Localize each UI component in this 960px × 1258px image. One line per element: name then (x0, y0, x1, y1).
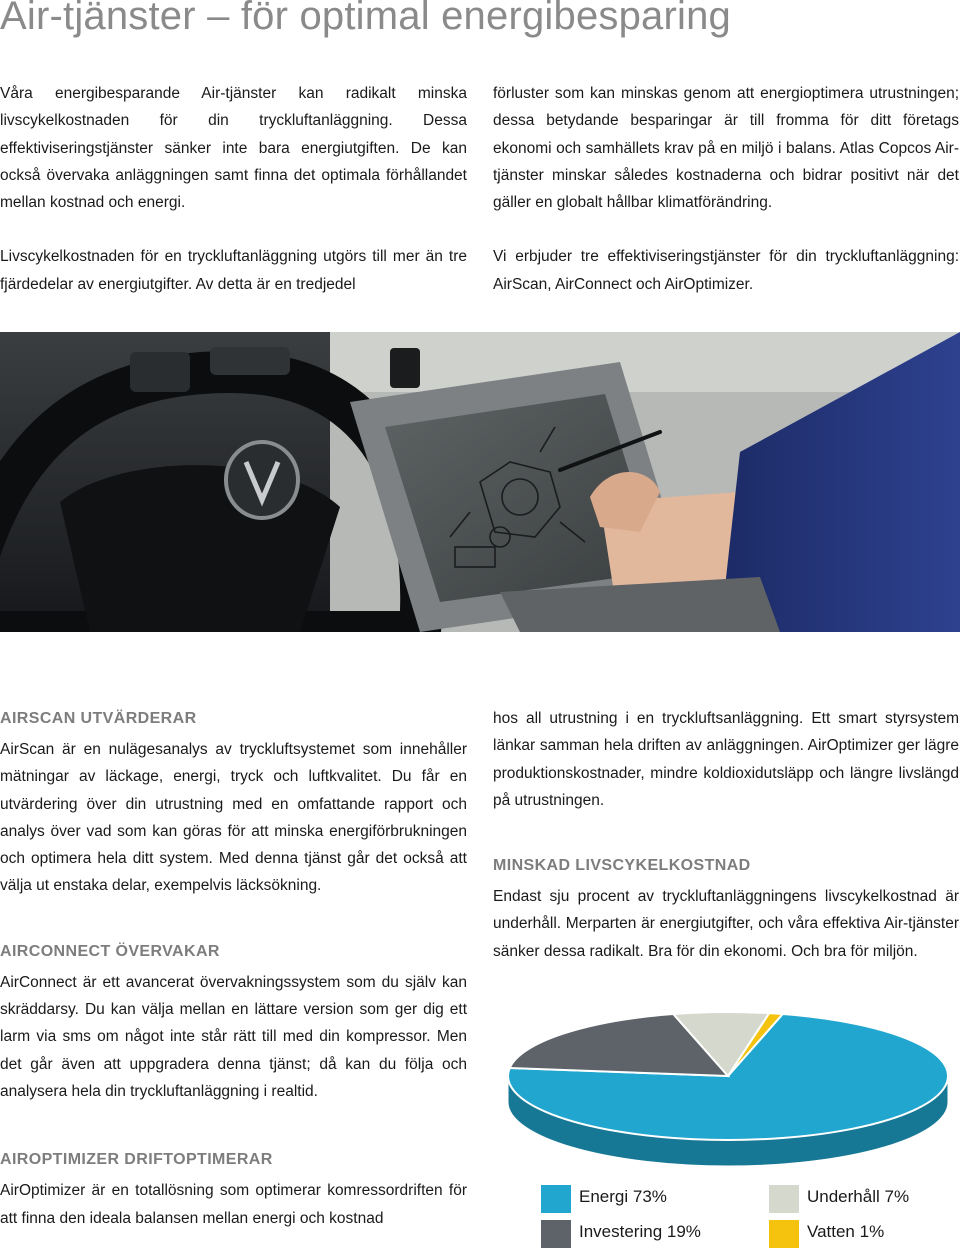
legend-swatch-investering (541, 1220, 571, 1248)
photo-illustration (0, 332, 960, 632)
minskad-body: Endast sju procent av tryckluftanläggningens livscykelkostnad är underhåll. Merparten är energiutgifter, och våra effektiva Air-tjänster sänker dessa radikalt. Bra för din ekonomi. Och bra för miljön. (493, 888, 959, 960)
legend-label-investering: Investering 19% (579, 1222, 701, 1241)
legend-swatch-underhall (769, 1185, 799, 1213)
airconnect-body: AirConnect är ett avancerat övervakningssystem som du själv kan skräddarsy. Du kan välja mellan en lättare version som ger dig ett larm via sms om något inte står rätt till med din kompressor. Men det går även att uppgradera denna tjänst; då kan du följa och analysera hela din tryckluftanläggning i realtid. (0, 973, 467, 1100)
airscan-heading: AIRSCAN UTVÄRDERAR (0, 710, 197, 727)
intro-paragraph-1: Våra energibesparande Air-tjänster kan radikalt minska livscykelkostnaden för din tryckluftanläggning. Dessa effektiviseringstjänster sänker inte bara energiutgiften. De kan också övervaka anläggningen samt finna det optimala förhållandet mellan kostnad och energi. (0, 85, 467, 212)
legend-label-underhall: Underhåll 7% (807, 1187, 910, 1206)
airconnect-heading: AIRCONNECT ÖVERVAKAR (0, 942, 220, 960)
pie-chart (496, 1000, 960, 1170)
legend-swatch-vatten (769, 1220, 799, 1248)
services-right-column (493, 705, 959, 965)
intro-paragraph-4: Vi erbjuder tre effektiviseringstjänster för din tryckluftanläggning: AirScan, AirConnect och AirOptimizer. (493, 248, 959, 293)
legend-label-vatten: Vatten 1% (807, 1222, 885, 1241)
intro-left-column (0, 80, 467, 298)
legend-swatch-energi (541, 1185, 571, 1213)
minskad-heading: MINSKAD LIVSCYKELKOSTNAD (493, 857, 751, 875)
intro-paragraph-3: förluster som kan minskas genom att energioptimera utrustningen; dessa betydande besparingar är till fromma för ditt företags ekonomi och samhällets krav på en miljö i balans. Atlas Copcos Air-tjänster minskar således kostnaderna och bidrar positivt när det gäller en globalt hållbar klimatförändring. (493, 85, 959, 212)
airoptimizer-body: AirOptimizer är en totallösning som optimerar komressordriften för att finna den ideala balansen mellan energi och kostnad (0, 1182, 467, 1227)
page-title: Air-tjänster – för optimal energibesparing (0, 0, 731, 38)
intro-right-column (493, 80, 959, 298)
services-left-column (0, 705, 467, 1232)
airscan-body: AirScan är en nulägesanalys av tryckluftsystemet som innehåller mätningar av läckage, energi, tryck och luftkvalitet. Du får en utvärdering över din utrustning med en omfattande rapport och analys över vad som kan göras för att minska energiförbrukningen och optimera hela ditt system. Med denna tjänst går det också att välja ut enstaka delar, exempelvis läcksökning. (0, 741, 467, 895)
photo-technician-tablet (0, 332, 960, 632)
intro-paragraph-2: Livscykelkostnaden för en tryckluftanläggning utgörs till mer än tre fjärdedelar av energiutgifter. Av detta är en tredjedel (0, 248, 467, 293)
airoptimizer-body-continued: hos all utrustning i en tryckluftsanläggning. Ett smart styrsystem länkar samman hela driften av anläggningen. AirOptimizer ger lägre produktionskostnader, mindre koldioxidutsläpp och längre livslängd på utrustningen. (493, 710, 959, 809)
legend-label-energi: Energi 73% (579, 1187, 667, 1206)
airoptimizer-heading: AIROPTIMIZER DRIFTOPTIMERAR (0, 1151, 273, 1169)
pie-chart-svg (496, 1000, 960, 1170)
